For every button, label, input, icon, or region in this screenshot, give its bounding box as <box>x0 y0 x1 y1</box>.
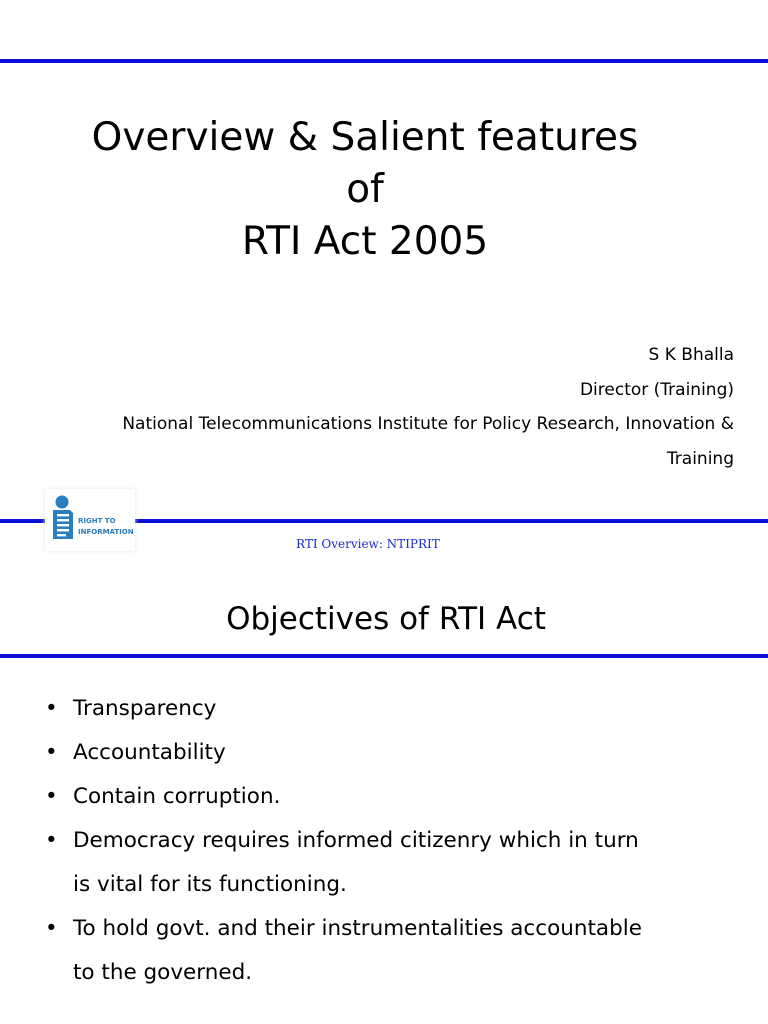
bullet-item <box>0 687 768 731</box>
bullet-text-line: to the governed. <box>73 960 253 985</box>
bullet-marker: • <box>45 696 58 721</box>
top-divider-line <box>0 59 768 63</box>
bullet-text-line: is vital for its functioning. <box>73 872 347 897</box>
rti-logo <box>45 489 135 551</box>
author-designation: Director (Training) <box>579 379 734 400</box>
slide1-title <box>0 112 730 268</box>
bullet-text-line: Contain corruption. <box>73 784 281 809</box>
slide-footer: RTI Overview: NTIPRIT <box>296 537 440 551</box>
bullet-marker: • <box>45 740 58 765</box>
author-organization-line: National Telecommunications Institute for Policy Research, Innovation & <box>122 414 734 434</box>
bullet-text-line: Democracy requires informed citizenry which in turn <box>73 828 639 853</box>
author-organization-line: Training <box>666 448 734 469</box>
objectives-list <box>0 687 768 995</box>
bullet-item <box>0 775 768 819</box>
logo-text-line: RIGHT TO <box>78 517 116 525</box>
bullet-text-line: To hold govt. and their instrumentalities accountable <box>73 916 642 941</box>
title-line: RTI Act 2005 <box>241 219 489 264</box>
bullet-text-line: Transparency <box>73 696 217 721</box>
bullet-item <box>0 907 768 995</box>
bullet-item <box>0 731 768 775</box>
title-line: Overview & Salient features <box>91 115 639 160</box>
title-underline <box>0 654 768 658</box>
bullet-marker: • <box>45 828 58 853</box>
bullet-marker: • <box>45 784 58 809</box>
bullet-text-line: Accountability <box>73 740 226 765</box>
author-name: S K Bhalla <box>648 345 734 365</box>
bullet-item <box>0 819 768 907</box>
bullet-marker: • <box>45 916 58 941</box>
author-block <box>34 338 734 476</box>
person-document-icon <box>45 489 135 551</box>
logo-text-line: INFORMATION <box>78 528 134 536</box>
title-line: of <box>346 167 384 212</box>
slide2-title: Objectives of RTI Act <box>226 601 546 637</box>
